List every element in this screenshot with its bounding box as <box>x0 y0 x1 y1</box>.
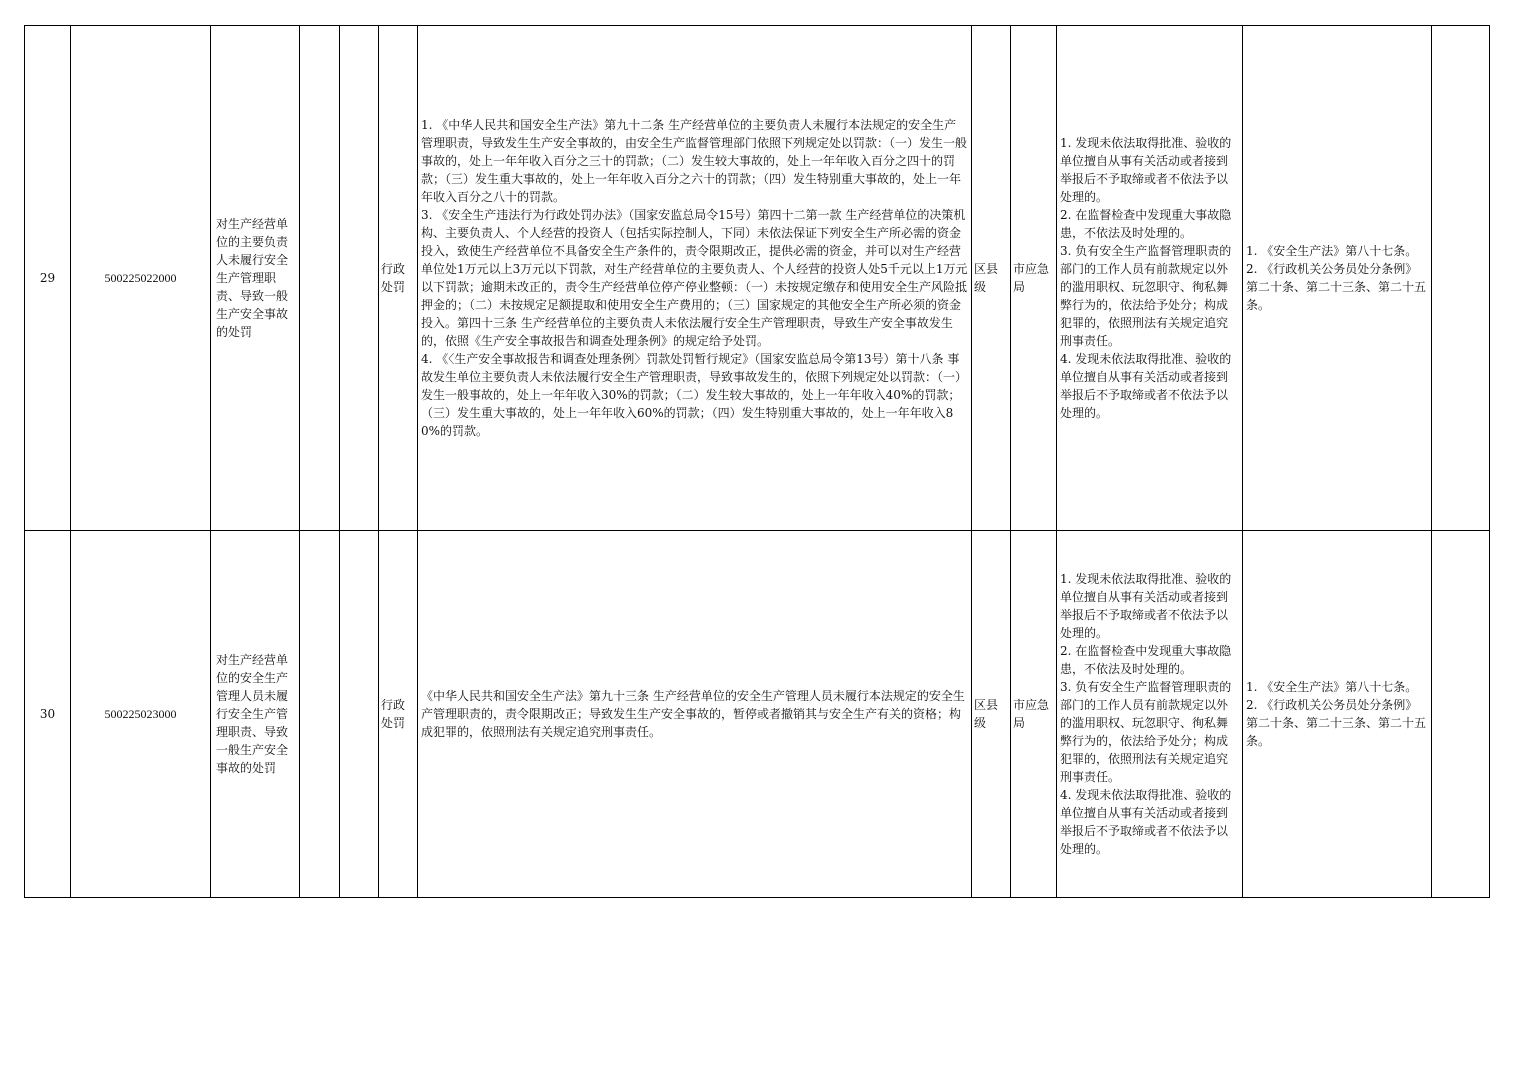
power-list-table <box>24 25 1490 898</box>
duty-item: 2. 在监督检查中发现重大事故隐患，不依法及时处理的。 <box>1060 208 1232 240</box>
admin-level: 区县级 <box>972 531 1011 898</box>
legal-basis-paragraph: 3. 《安全生产违法行为行政处罚办法》（国家安监总局令15号）第四十二第一款 生产经营单位的决策机构、主要负责人、个人经营的投资人（包括实际控制人，下同）未依法保证下列安全生产所必需的资金投入，致使生产经营单位不具备安全生产条件的，责令限期改正，提供必需的资金，并可以对生产经营单位处1万元以上3万元以下罚款，对生产经营单位的主要负责人、个人经营的投资人处5千元以上1万元以下罚款；逾期未改正的，责令生产经营单位停产停业整顿：（一）未按规定缴存和使用安全生产风险抵押金的；（二）未按规定足额提取和使用安全生产费用的；（三）国家规定的其他安全生产所必须的资金投入。第四十三条 生产经营单位的主要负责人未依法履行安全生产管理职责，导致生产安全事故发生的，依照《生产安全事故报告和调查处理条例》的规定给予处罚。 <box>421 208 968 348</box>
empty-cell <box>340 26 379 531</box>
empty-cell <box>340 531 379 898</box>
reference-item: 2. 《行政机关公务员处分条例》第二十条、第二十三条、第二十五条。 <box>1246 262 1427 312</box>
duty-item: 4. 发现未依法取得批准、验收的单位擅自从事有关活动或者接到举报后不予取缔或者不依法予以处理的。 <box>1060 352 1232 420</box>
accountability-situations <box>1057 531 1243 898</box>
admin-level: 区县级 <box>972 26 1011 531</box>
legal-basis-paragraph: 《中华人民共和国安全生产法》第九十三条 生产经营单位的安全生产管理人员未履行本法规定的安全生产管理职责的，责令限期改正；导致发生生产安全事故的，暂停或者撤销其与安全生产有关的资格；构成犯罪的，依照刑法有关规定追究刑事责任。 <box>421 689 965 739</box>
table-row <box>25 26 1490 531</box>
item-code: 500225023000 <box>71 531 211 898</box>
duty-item: 1. 发现未依法取得批准、验收的单位擅自从事有关活动或者接到举报后不予取缔或者不依法予以处理的。 <box>1060 572 1232 640</box>
item-name: 对生产经营单位的安全生产管理人员未履行安全生产管理职责、导致一般生产安全事故的处罚 <box>211 531 300 898</box>
empty-cell <box>300 531 340 898</box>
empty-cell <box>1432 26 1490 531</box>
responsible-department: 市应急局 <box>1011 531 1057 898</box>
accountability-basis <box>1243 26 1432 531</box>
accountability-basis <box>1243 531 1432 898</box>
table-row <box>25 531 1490 898</box>
duty-item: 4. 发现未依法取得批准、验收的单位擅自从事有关活动或者接到举报后不予取缔或者不依法予以处理的。 <box>1060 788 1232 856</box>
reference-item: 2. 《行政机关公务员处分条例》第二十条、第二十三条、第二十五条。 <box>1246 698 1427 748</box>
legal-basis <box>418 26 972 531</box>
reference-item: 1. 《安全生产法》第八十七条。 <box>1246 680 1418 694</box>
duty-item: 3. 负有安全生产监督管理职责的部门的工作人员有前款规定以外的滥用职权、玩忽职守、徇私舞弊行为的，依法给予处分；构成犯罪的，依照刑法有关规定追究刑事责任。 <box>1060 680 1232 784</box>
empty-cell <box>300 26 340 531</box>
row-number: 29 <box>25 26 71 531</box>
item-name: 对生产经营单位的主要负责人未履行安全生产管理职责、导致一般生产安全事故的处罚 <box>211 26 300 531</box>
legal-basis <box>418 531 972 898</box>
legal-basis-paragraph: 4. 《〈生产安全事故报告和调查处理条例〉罚款处罚暂行规定》（国家安监总局令第13号）第十八条 事故发生单位主要负责人未依法履行安全生产管理职责，导致事故发生的，依照下列规定处以罚款：（一）发生一般事故的，处上一年年收入30%的罚款；（二）发生较大事故的，处上一年年收入40%的罚款；（三）发生重大事故的，处上一年年收入60%的罚款；（四）发生特别重大事故的，处上一年年收入80%的罚款。 <box>421 352 968 438</box>
item-type: 行政处罚 <box>379 531 418 898</box>
empty-cell <box>1432 531 1490 898</box>
legal-basis-paragraph: 1. 《中华人民共和国安全生产法》第九十二条 生产经营单位的主要负责人未履行本法规定的安全生产管理职责，导致发生生产安全事故的，由安全生产监督管理部门依照下列规定处以罚款：（一）发生一般事故的，处上一年年收入百分之三十的罚款；（二）发生较大事故的，处上一年年收入百分之四十的罚款；（三）发生重大事故的，处上一年年收入百分之六十的罚款；（四）发生特别重大事故的，处上一年年收入百分之八十的罚款。 <box>421 118 968 204</box>
duty-item: 1. 发现未依法取得批准、验收的单位擅自从事有关活动或者接到举报后不予取缔或者不依法予以处理的。 <box>1060 136 1232 204</box>
reference-item: 1. 《安全生产法》第八十七条。 <box>1246 244 1418 258</box>
responsible-department: 市应急局 <box>1011 26 1057 531</box>
row-number: 30 <box>25 531 71 898</box>
item-type: 行政处罚 <box>379 26 418 531</box>
duty-item: 3. 负有安全生产监督管理职责的部门的工作人员有前款规定以外的滥用职权、玩忽职守、徇私舞弊行为的，依法给予处分；构成犯罪的，依照刑法有关规定追究刑事责任。 <box>1060 244 1232 348</box>
duty-item: 2. 在监督检查中发现重大事故隐患，不依法及时处理的。 <box>1060 644 1232 676</box>
item-code: 500225022000 <box>71 26 211 531</box>
accountability-situations <box>1057 26 1243 531</box>
